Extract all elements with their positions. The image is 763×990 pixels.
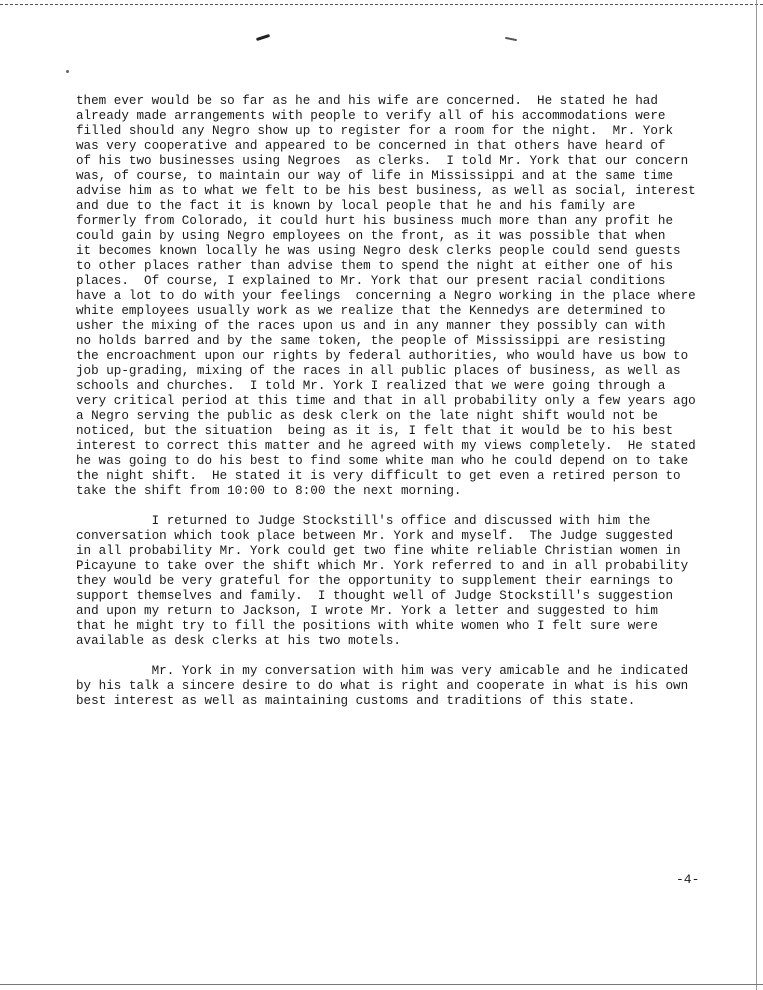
text-line: and due to the fact it is known by local people that he and his family are: [76, 199, 636, 213]
text-line: was very cooperative and appeared to be concerned in that others have heard of: [76, 139, 666, 153]
text-line: advise him as to what we felt to be his best business, as well as social, interest: [76, 184, 696, 198]
page-number: -4-: [676, 872, 700, 887]
scan-mark: [256, 34, 270, 41]
text-line: no holds barred and by the same token, the people of Mississippi are resisting: [76, 334, 666, 348]
text-line: interest to correct this matter and he agreed with my views completely. He stated: [76, 439, 696, 453]
text-line: Picayune to take over the shift which Mr. York referred to and in all probability: [76, 559, 689, 573]
text-line: in all probability Mr. York could get two fine white reliable Christian women in: [76, 544, 681, 558]
text-line: was, of course, to maintain our way of life in Mississippi and at the same time: [76, 169, 674, 183]
text-line: and upon my return to Jackson, I wrote Mr. York a letter and suggested to him: [76, 604, 658, 618]
text-line: they would be very grateful for the opportunity to supplement their earnings to: [76, 574, 674, 588]
text-line: to other places rather than advise them to spend the night at either one of his: [76, 259, 674, 273]
text-line: white employees usually work as we realize that the Kennedys are determined to: [76, 304, 666, 318]
paragraph-gap: [76, 649, 756, 664]
paragraph: [76, 514, 756, 649]
text-line: job up-grading, mixing of the races in all public places of business, as well as: [76, 364, 681, 378]
text-line: by his talk a sincere desire to do what is right and cooperate in what is his own: [76, 679, 689, 693]
text-line: already made arrangements with people to verify all of his accommodations were: [76, 109, 666, 123]
paragraph: [76, 94, 756, 499]
text-line: have a lot to do with your feelings concerning a Negro working in the place where: [76, 289, 696, 303]
text-line: conversation which took place between Mr. York and myself. The Judge suggested: [76, 529, 674, 543]
paragraph-gap: [76, 499, 756, 514]
text-line: noticed, but the situation being as it is, I felt that it would be to his best: [76, 424, 674, 438]
text-line: could gain by using Negro employees on the front, as it was possible that when: [76, 229, 666, 243]
text-line: the encroachment upon our rights by federal authorities, who would have us bow to: [76, 349, 689, 363]
text-line: support themselves and family. I thought well of Judge Stockstill's suggestion: [76, 589, 674, 603]
text-line: I returned to Judge Stockstill's office and discussed with him the: [76, 514, 651, 528]
text-line: of his two businesses using Negroes as clerks. I told Mr. York that our concern: [76, 154, 689, 168]
text-line: take the shift from 10:00 to 8:00 the next morning.: [76, 484, 462, 498]
text-line: Mr. York in my conversation with him was very amicable and he indicated: [76, 664, 689, 678]
page-right-edge: [756, 0, 757, 990]
text-line: it becomes known locally he was using Negro desk clerks people could send guests: [76, 244, 681, 258]
document-body: [76, 94, 756, 709]
text-line: he was going to do his best to find some white man who he could depend on to take: [76, 454, 689, 468]
text-line: usher the mixing of the races upon us and in any manner they possibly can with: [76, 319, 666, 333]
text-line: that he might try to fill the positions with white women who I felt sure were: [76, 619, 658, 633]
scan-mark: [505, 37, 517, 41]
text-line: filled should any Negro show up to register for a room for the night. Mr. York: [76, 124, 674, 138]
text-line: formerly from Colorado, it could hurt his business much more than any profit he: [76, 214, 674, 228]
text-line: them ever would be so far as he and his wife are concerned. He stated he had: [76, 94, 658, 108]
scan-mark: [66, 70, 69, 73]
page-top-edge: [0, 4, 763, 5]
paragraph: [76, 664, 756, 709]
page-bottom-edge: [0, 984, 763, 985]
text-line: available as desk clerks at his two motels.: [76, 634, 401, 648]
text-line: places. Of course, I explained to Mr. York that our present racial conditions: [76, 274, 666, 288]
text-line: the night shift. He stated it is very difficult to get even a retired person to: [76, 469, 681, 483]
text-line: very critical period at this time and that in all probability only a few years ago: [76, 394, 696, 408]
text-line: schools and churches. I told Mr. York I realized that we were going through a: [76, 379, 666, 393]
text-line: best interest as well as maintaining customs and traditions of this state.: [76, 694, 636, 708]
text-line: a Negro serving the public as desk clerk on the late night shift would not be: [76, 409, 658, 423]
